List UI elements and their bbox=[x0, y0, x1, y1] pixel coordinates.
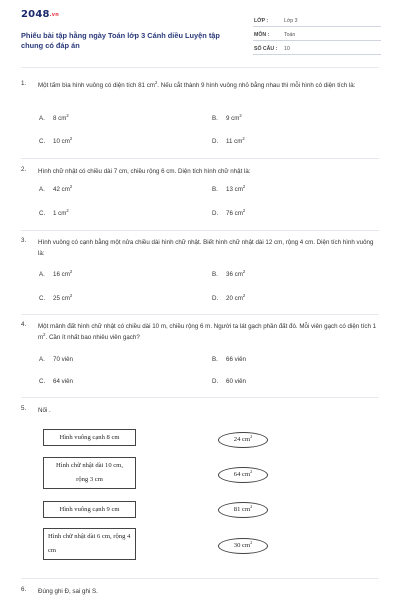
match-right-item[interactable]: 64 $cm^2$ bbox=[218, 467, 268, 483]
option-text: 11 $cm^2$ bbox=[226, 136, 245, 145]
option-text: 8 $cm^2$ bbox=[53, 113, 69, 122]
option-letter: A. bbox=[39, 115, 45, 122]
question-text: Hình vuông có cạnh bằng một nửa chiều dài hình chữ nhật. Biết hình chữ nhật dài 12 cm, rộng 4 cm. Diện tích hình vuông là: bbox=[38, 239, 374, 257]
option-a[interactable] bbox=[39, 271, 72, 278]
question-divider bbox=[21, 314, 379, 315]
header-divider bbox=[21, 67, 379, 68]
site-logo[interactable] bbox=[21, 9, 59, 20]
option-letter: D. bbox=[212, 295, 219, 302]
question-text: Đúng ghi Đ, sai ghi S. bbox=[38, 588, 98, 595]
option-text: 70 viên bbox=[53, 356, 73, 363]
match-right-item[interactable]: 24 $cm^2$ bbox=[218, 432, 268, 448]
option-letter: C. bbox=[39, 295, 46, 302]
option-text: 66 viên bbox=[226, 356, 246, 363]
option-letter: B. bbox=[212, 271, 218, 278]
option-letter: D. bbox=[212, 210, 219, 217]
option-text: 36 $cm^2$ bbox=[226, 269, 246, 278]
option-text: 25 $cm^2$ bbox=[53, 293, 73, 302]
option-text: 76 $cm^2$ bbox=[226, 208, 246, 217]
option-b[interactable] bbox=[212, 115, 242, 122]
question-divider bbox=[21, 230, 379, 231]
option-a[interactable] bbox=[39, 115, 69, 122]
question-number: 3. bbox=[21, 237, 27, 244]
option-a[interactable] bbox=[39, 356, 73, 363]
question-text: Nối . bbox=[38, 407, 51, 414]
option-a[interactable] bbox=[39, 186, 72, 193]
page-title: Phiếu bài tập hằng ngày Toán lớp 3 Cánh diều Luyện tập chung có đáp án bbox=[21, 31, 220, 50]
option-letter: D. bbox=[212, 378, 219, 385]
option-text: 60 viên bbox=[226, 378, 246, 385]
option-text: 42 $cm^2$ bbox=[53, 184, 73, 193]
option-c[interactable] bbox=[39, 378, 73, 385]
option-b[interactable] bbox=[212, 356, 246, 363]
option-text: 13 $cm^2$ bbox=[226, 184, 246, 193]
option-d[interactable] bbox=[212, 378, 246, 385]
meta-label: MÔN : bbox=[254, 32, 270, 38]
logo-domain: .vn bbox=[49, 12, 59, 18]
question-number: 5. bbox=[21, 405, 27, 412]
option-letter: B. bbox=[212, 186, 218, 193]
option-c[interactable] bbox=[39, 295, 72, 302]
option-text: 20 $cm^2$ bbox=[226, 293, 246, 302]
question-divider bbox=[21, 578, 379, 579]
match-left-item[interactable]: Hình chữ nhật dài 6 cm, rộng 4 cm bbox=[43, 528, 136, 560]
option-text: 9 $cm^2$ bbox=[226, 113, 242, 122]
match-right-item[interactable]: 30 $cm^2$ bbox=[218, 538, 268, 554]
question-text: Hình chữ nhật có chiều dài 7 cm, chiều rộng 6 cm. Diện tích hình chữ nhật là: bbox=[38, 168, 251, 175]
option-letter: B. bbox=[212, 115, 218, 122]
option-c[interactable] bbox=[39, 210, 69, 217]
option-text: 1 $cm^2$ bbox=[53, 208, 69, 217]
option-text: 10 $cm^2$ bbox=[53, 136, 73, 145]
question-number: 4. bbox=[21, 321, 27, 328]
meta-value: 10 bbox=[284, 46, 290, 52]
option-b[interactable] bbox=[212, 186, 245, 193]
match-left-item[interactable]: Hình vuông cạnh 8 cm bbox=[43, 429, 136, 446]
match-left-item[interactable]: Hình chữ nhật dài 10 cm, rộng 3 cm bbox=[43, 457, 136, 489]
meta-grade bbox=[253, 15, 381, 27]
question-divider bbox=[21, 397, 379, 398]
option-letter: C. bbox=[39, 210, 46, 217]
option-letter: D. bbox=[212, 138, 219, 145]
meta-question-count bbox=[253, 43, 381, 55]
question-text: Một tấm bìa hình vuông có diện tích 81 $cm^2$. Nếu cắt thành 9 hình vuông nhỏ bằng nhau thì mỗi hình có diện tích là: bbox=[38, 80, 356, 89]
option-letter: A. bbox=[39, 356, 45, 363]
logo-text: 2048 bbox=[21, 9, 50, 20]
option-b[interactable] bbox=[212, 271, 245, 278]
option-text: 16 $cm^2$ bbox=[53, 269, 73, 278]
option-text: 64 viên bbox=[53, 378, 73, 385]
option-letter: C. bbox=[39, 138, 46, 145]
question-number: 2. bbox=[21, 166, 27, 173]
option-d[interactable] bbox=[212, 210, 245, 217]
question-divider bbox=[21, 158, 379, 159]
question-number: 1. bbox=[21, 80, 27, 87]
option-c[interactable] bbox=[39, 138, 72, 145]
option-d[interactable] bbox=[212, 138, 245, 145]
question-number: 6. bbox=[21, 586, 27, 593]
option-letter: C. bbox=[39, 378, 46, 385]
meta-value: Toán bbox=[284, 32, 296, 38]
option-letter: A. bbox=[39, 186, 45, 193]
question-text: Một mảnh đất hình chữ nhật có chiều dài 10 m, chiều rộng 6 m. Người ta lát gạch phần đất đó. Mỗi viên gạch có diện tích 1 $m^2$. Cần ít nhất bao nhiêu viên gạch? bbox=[38, 323, 377, 341]
match-left-item[interactable]: Hình vuông cạnh 9 cm bbox=[43, 501, 136, 518]
option-letter: A. bbox=[39, 271, 45, 278]
option-letter: B. bbox=[212, 356, 218, 363]
match-right-item[interactable]: 81 $cm^2$ bbox=[218, 502, 268, 518]
meta-value: Lớp 3 bbox=[284, 18, 298, 24]
meta-label: SỐ CÂU : bbox=[254, 46, 278, 52]
meta-label: LỚP : bbox=[254, 18, 269, 24]
option-d[interactable] bbox=[212, 295, 245, 302]
meta-subject bbox=[253, 29, 381, 41]
